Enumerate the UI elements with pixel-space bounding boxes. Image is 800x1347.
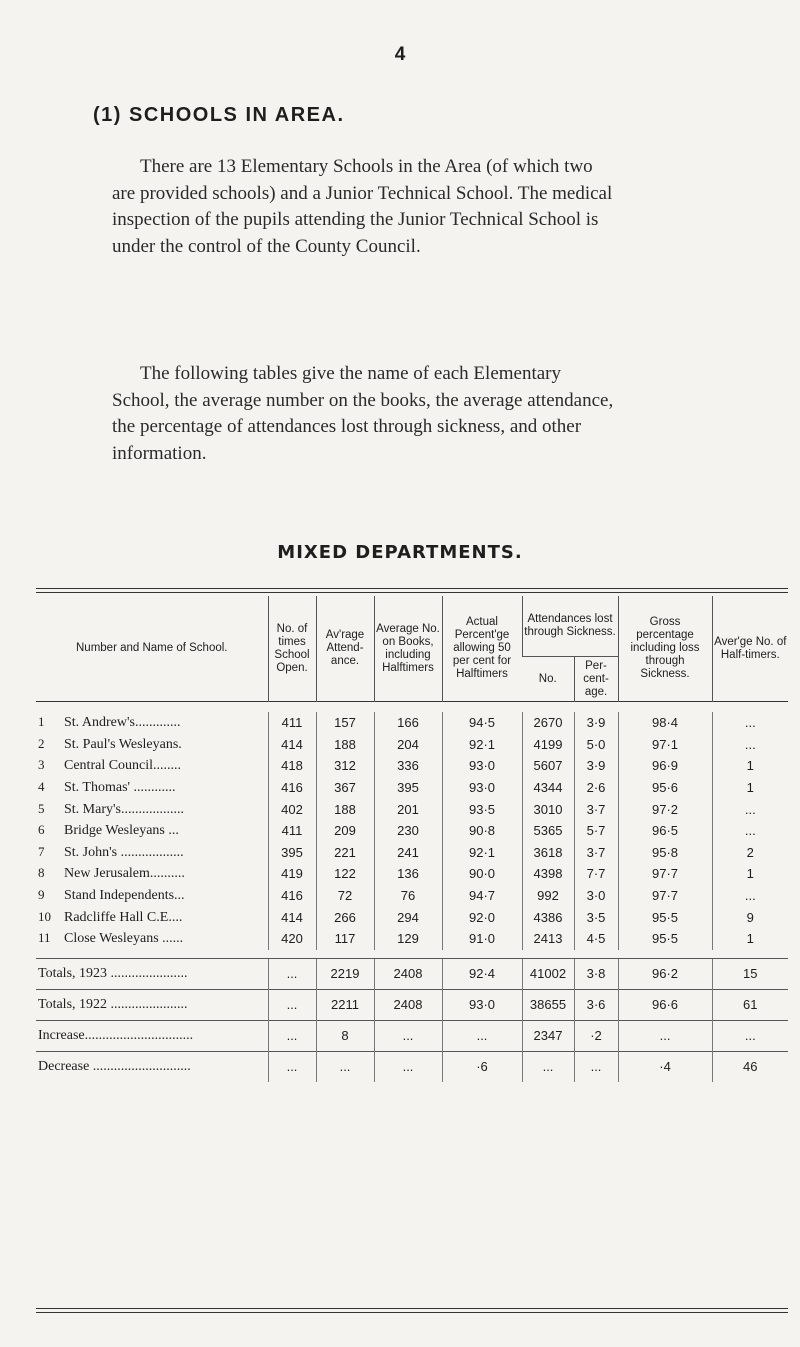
row-spacer — [36, 950, 788, 959]
school-name-cell — [36, 777, 268, 799]
cell-pct: 93·0 — [442, 777, 522, 799]
cell-pct: 91·0 — [442, 928, 522, 950]
cell-books: 336 — [374, 755, 442, 777]
cell-att: ... — [316, 1051, 374, 1082]
cell-open: 414 — [268, 734, 316, 756]
cell-lost-pct: ... — [574, 1051, 618, 1082]
cell-gross: 97·7 — [618, 885, 712, 907]
cell-half: ... — [712, 820, 788, 842]
col-header-halftimers: Aver'ge No. of Half-timers. — [712, 596, 788, 702]
row-number: 3 — [38, 757, 45, 773]
cell-half: ... — [712, 1020, 788, 1051]
cell-gross: 96·9 — [618, 755, 712, 777]
col-header-times-open: No. of times School Open. — [268, 596, 316, 702]
cell-gross: 98·4 — [618, 712, 712, 734]
cell-lost-pct: 3·7 — [574, 842, 618, 864]
row-number: 5 — [38, 800, 45, 816]
col-header-lost-pct: Per-cent-age. — [574, 657, 618, 702]
totals-label: Totals, 1923 ...................... — [36, 958, 268, 989]
cell-gross: 97·1 — [618, 734, 712, 756]
cell-half: ... — [712, 734, 788, 756]
text-line: School, the average number on the books, the average attendance, — [112, 389, 614, 411]
cell-pct: 92·4 — [442, 958, 522, 989]
cell-books: 129 — [374, 928, 442, 950]
school-name: Radcliffe Hall C.E.... — [64, 909, 183, 925]
col-header-lost-group: Attendances lost through Sickness. — [522, 596, 618, 657]
row-number: 11 — [38, 930, 51, 946]
school-name: St. Thomas' ............ — [64, 780, 176, 796]
cell-books: 76 — [374, 885, 442, 907]
cell-open: 411 — [268, 820, 316, 842]
cell-books: 201 — [374, 798, 442, 820]
school-name: Bridge Wesleyans ... — [64, 823, 179, 839]
cell-lost-pct: 2·6 — [574, 777, 618, 799]
cell-att: 8 — [316, 1020, 374, 1051]
cell-lost-no: 4344 — [522, 777, 574, 799]
cell-books: 136 — [374, 863, 442, 885]
cell-lost-pct: 3·6 — [574, 989, 618, 1020]
cell-pct: 92·1 — [442, 734, 522, 756]
cell-lost-pct: 3·9 — [574, 755, 618, 777]
cell-open: 419 — [268, 863, 316, 885]
cell-att: 367 — [316, 777, 374, 799]
col-header-books: Average No. on Books, including Halftimers — [374, 596, 442, 702]
school-name-cell — [36, 885, 268, 907]
cell-books: 2408 — [374, 989, 442, 1020]
cell-lost-no: 5365 — [522, 820, 574, 842]
school-name: St. Paul's Wesleyans. — [64, 736, 182, 752]
cell-gross: ... — [618, 1020, 712, 1051]
cell-open: 420 — [268, 928, 316, 950]
school-name-cell — [36, 928, 268, 950]
totals-label: Totals, 1922 ...................... — [36, 989, 268, 1020]
cell-books: ... — [374, 1051, 442, 1082]
cell-att: 117 — [316, 928, 374, 950]
cell-open: 418 — [268, 755, 316, 777]
school-name-cell — [36, 842, 268, 864]
cell-open: 411 — [268, 712, 316, 734]
school-name-cell — [36, 712, 268, 734]
cell-books: 294 — [374, 906, 442, 928]
cell-pct: 94·5 — [442, 712, 522, 734]
cell-lost-pct: 5·7 — [574, 820, 618, 842]
school-name-cell — [36, 734, 268, 756]
totals-row — [36, 958, 788, 989]
cell-att: 157 — [316, 712, 374, 734]
text-line: the percentage of attendances lost through sickness, and other — [112, 416, 582, 437]
cell-half: 1 — [712, 755, 788, 777]
table-row — [36, 734, 788, 756]
cell-lost-no: 4398 — [522, 863, 574, 885]
cell-open: ... — [268, 989, 316, 1020]
cell-gross: ·4 — [618, 1051, 712, 1082]
cell-att: 72 — [316, 885, 374, 907]
totals-row — [36, 1051, 788, 1082]
cell-lost-no: 2670 — [522, 712, 574, 734]
cell-half: 46 — [712, 1051, 788, 1082]
cell-half: ... — [712, 712, 788, 734]
cell-att: 209 — [316, 820, 374, 842]
row-number: 4 — [38, 779, 45, 795]
page-number: 4 — [394, 44, 406, 65]
cell-pct: 93·0 — [442, 989, 522, 1020]
cell-books: ... — [374, 1020, 442, 1051]
totals-row — [36, 1020, 788, 1051]
cell-lost-no: 992 — [522, 885, 574, 907]
cell-pct: 90·0 — [442, 863, 522, 885]
cell-lost-no: 3618 — [522, 842, 574, 864]
row-number: 10 — [38, 908, 51, 924]
text-line: There are 13 Elementary Schools in the Area (of which two — [140, 156, 593, 177]
col-header-lost-no: No. — [522, 657, 574, 702]
table-bottom-rule — [36, 1308, 788, 1309]
cell-lost-pct: ·2 — [574, 1020, 618, 1051]
school-name-cell — [36, 755, 268, 777]
table-top-rule — [36, 592, 788, 593]
row-number: 9 — [38, 887, 45, 903]
cell-pct: 92·0 — [442, 906, 522, 928]
col-header-attendance: Av'rage Attend-ance. — [316, 596, 374, 702]
school-name: St. John's .................. — [64, 844, 184, 860]
col-header-gross: Gross percentage including loss through Sickness. — [618, 596, 712, 702]
cell-half: ... — [712, 798, 788, 820]
section-heading: (1) SCHOOLS IN AREA. — [93, 104, 345, 126]
cell-att: 221 — [316, 842, 374, 864]
cell-books: 395 — [374, 777, 442, 799]
mixed-departments-table — [36, 596, 788, 1082]
cell-open: 402 — [268, 798, 316, 820]
cell-pct: ·6 — [442, 1051, 522, 1082]
header-row — [36, 596, 788, 657]
col-header-percentage: Actual Percent'ge allowing 50 per cent for Halftimers — [442, 596, 522, 702]
cell-open: ... — [268, 1051, 316, 1082]
school-name: New Jerusalem.......... — [64, 866, 185, 882]
cell-gross: 96·6 — [618, 989, 712, 1020]
cell-lost-no: 4199 — [522, 734, 574, 756]
row-number: 8 — [38, 865, 45, 881]
totals-label: Decrease ............................ — [36, 1051, 268, 1082]
row-number: 1 — [38, 714, 45, 730]
cell-att: 188 — [316, 734, 374, 756]
table-row — [36, 906, 788, 928]
totals-label: Increase............................... — [36, 1020, 268, 1051]
tables-paragraph — [112, 361, 752, 467]
cell-gross: 95·5 — [618, 928, 712, 950]
table-title: MIXED DEPARTMENTS. — [277, 542, 523, 563]
table-row — [36, 798, 788, 820]
cell-half: 15 — [712, 958, 788, 989]
school-name: St. Andrew's............. — [64, 715, 181, 731]
table-row — [36, 777, 788, 799]
cell-lost-no: 4386 — [522, 906, 574, 928]
cell-books: 230 — [374, 820, 442, 842]
cell-open: 416 — [268, 885, 316, 907]
cell-pct: 93·5 — [442, 798, 522, 820]
cell-books: 241 — [374, 842, 442, 864]
cell-lost-no: 38655 — [522, 989, 574, 1020]
cell-half: 9 — [712, 906, 788, 928]
cell-lost-no: 41002 — [522, 958, 574, 989]
cell-gross: 95·5 — [618, 906, 712, 928]
text-line: are provided schools) and a Junior Technical School. The medical — [112, 182, 613, 204]
cell-open: 414 — [268, 906, 316, 928]
school-name-cell — [36, 798, 268, 820]
cell-half: 61 — [712, 989, 788, 1020]
cell-open: ... — [268, 1020, 316, 1051]
cell-lost-pct: 3·5 — [574, 906, 618, 928]
school-name: St. Mary's.................. — [64, 801, 184, 817]
cell-pct: ... — [442, 1020, 522, 1051]
school-name: Close Wesleyans ...... — [64, 931, 184, 947]
cell-att: 266 — [316, 906, 374, 928]
school-name-cell — [36, 863, 268, 885]
cell-lost-pct: 3·9 — [574, 712, 618, 734]
cell-pct: 94·7 — [442, 885, 522, 907]
cell-half: ... — [712, 885, 788, 907]
row-number: 7 — [38, 843, 45, 859]
table-bottom-rule — [36, 1312, 788, 1313]
table-row — [36, 755, 788, 777]
cell-att: 2219 — [316, 958, 374, 989]
cell-lost-pct: 5·0 — [574, 734, 618, 756]
cell-pct: 93·0 — [442, 755, 522, 777]
cell-att: 188 — [316, 798, 374, 820]
cell-lost-no: 5607 — [522, 755, 574, 777]
table-row — [36, 842, 788, 864]
table-row — [36, 885, 788, 907]
school-name-cell — [36, 820, 268, 842]
cell-books: 204 — [374, 734, 442, 756]
cell-open: 395 — [268, 842, 316, 864]
header-separator — [36, 702, 788, 713]
table-row — [36, 820, 788, 842]
cell-books: 166 — [374, 712, 442, 734]
cell-half: 1 — [712, 777, 788, 799]
cell-lost-pct: 4·5 — [574, 928, 618, 950]
cell-gross: 97·7 — [618, 863, 712, 885]
col-header-name: Number and Name of School. — [76, 642, 228, 654]
totals-row — [36, 989, 788, 1020]
cell-att: 312 — [316, 755, 374, 777]
cell-gross: 97·2 — [618, 798, 712, 820]
cell-lost-no: 2413 — [522, 928, 574, 950]
cell-lost-no: 3010 — [522, 798, 574, 820]
cell-half: 1 — [712, 928, 788, 950]
cell-half: 2 — [712, 842, 788, 864]
cell-lost-no: 2347 — [522, 1020, 574, 1051]
cell-lost-pct: 7·7 — [574, 863, 618, 885]
text-line: information. — [112, 442, 207, 464]
cell-att: 2211 — [316, 989, 374, 1020]
cell-gross: 95·8 — [618, 842, 712, 864]
table-row — [36, 928, 788, 950]
school-name: Stand Independents... — [64, 888, 185, 904]
cell-lost-pct: 3·8 — [574, 958, 618, 989]
text-line: The following tables give the name of each Elementary — [140, 363, 562, 384]
cell-lost-pct: 3·7 — [574, 798, 618, 820]
school-name: Central Council........ — [64, 758, 182, 774]
table-row — [36, 863, 788, 885]
text-line: under the control of the County Council. — [112, 235, 421, 257]
cell-open: ... — [268, 958, 316, 989]
intro-paragraph — [112, 154, 752, 260]
cell-books: 2408 — [374, 958, 442, 989]
cell-gross: 95·6 — [618, 777, 712, 799]
cell-gross: 96·5 — [618, 820, 712, 842]
row-number: 2 — [38, 735, 45, 751]
cell-lost-no: ... — [522, 1051, 574, 1082]
cell-half: 1 — [712, 863, 788, 885]
school-name-cell — [36, 906, 268, 928]
cell-gross: 96·2 — [618, 958, 712, 989]
cell-lost-pct: 3·0 — [574, 885, 618, 907]
cell-open: 416 — [268, 777, 316, 799]
cell-pct: 92·1 — [442, 842, 522, 864]
table-row — [36, 712, 788, 734]
table-top-rule — [36, 588, 788, 589]
cell-att: 122 — [316, 863, 374, 885]
cell-pct: 90·8 — [442, 820, 522, 842]
text-line: inspection of the pupils attending the Junior Technical School is — [112, 209, 599, 230]
row-number: 6 — [38, 822, 45, 838]
